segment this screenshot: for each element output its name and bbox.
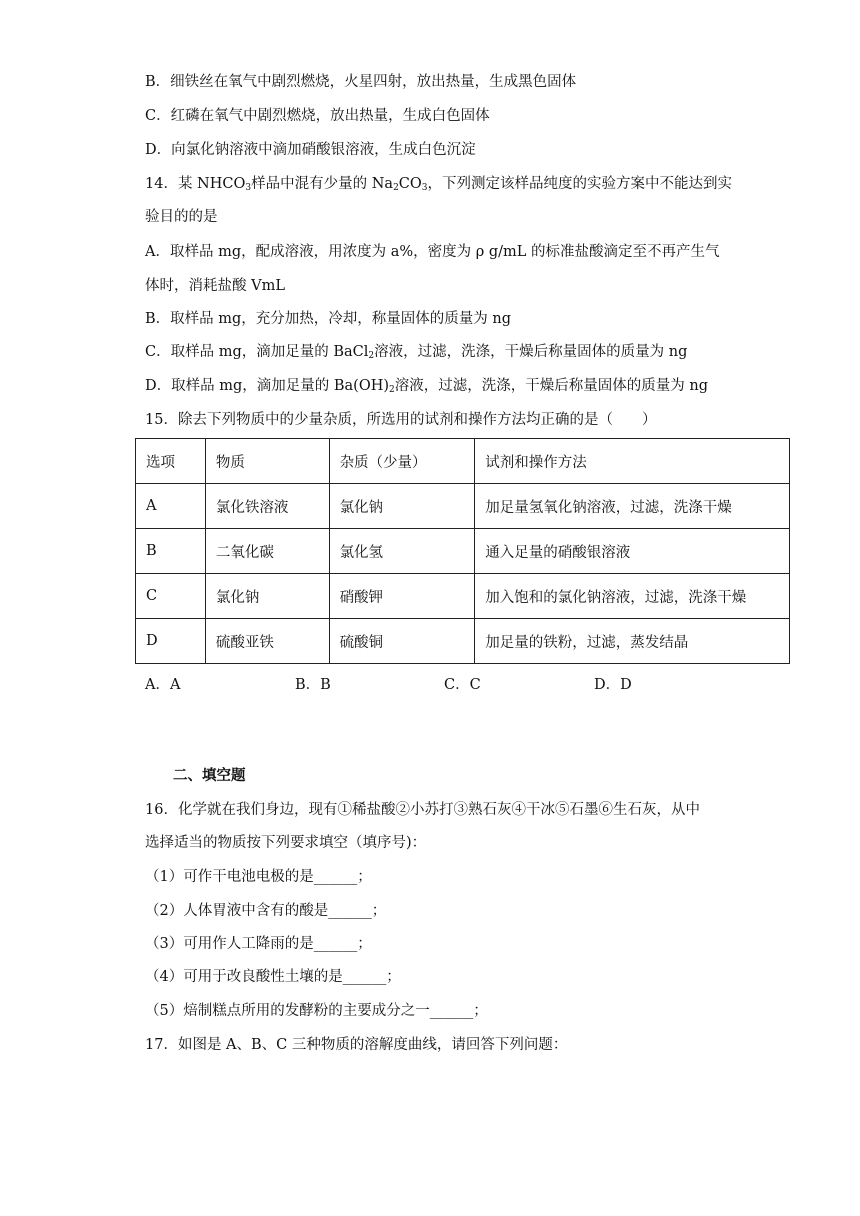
q14-option-d-post: 溶液，过滤，洗涤，干燥后称量固体的质量为 ng bbox=[394, 378, 708, 394]
table-cell: C bbox=[136, 574, 206, 619]
table-cell: B bbox=[136, 529, 206, 574]
q14-option-b: B．取样品 mg，充分加热，冷却，称量固体的质量为 ng bbox=[145, 311, 512, 327]
q13-option-d: D．向氯化钠溶液中滴加硝酸银溶液，生成白色沉淀 bbox=[145, 142, 476, 158]
q17-stem: 17．如图是 A、B、C 三种物质的溶解度曲线，请回答下列问题： bbox=[145, 1037, 568, 1053]
q14-option-d-pre: D．取样品 mg，滴加足量的 Ba(OH) bbox=[145, 378, 390, 394]
q13-option-c: C．红磷在氧气中剧烈燃烧，放出热量，生成白色固体 bbox=[145, 108, 490, 124]
q14-stem-sub1: 3 bbox=[245, 183, 252, 193]
q14-option-c-post: 溶液，过滤，洗涤，干燥后称量固体的质量为 ng bbox=[374, 344, 688, 360]
table-cell: 硫酸铜 bbox=[329, 619, 475, 664]
q14-option-d-sub: 2 bbox=[389, 385, 395, 395]
table-header-cell: 试剂和操作方法 bbox=[475, 439, 790, 484]
section-heading: 二、填空题 bbox=[173, 767, 246, 784]
table-cell: D bbox=[136, 619, 206, 664]
table-header-cell: 选项 bbox=[136, 439, 206, 484]
table-row bbox=[136, 529, 790, 574]
table-row bbox=[136, 619, 790, 664]
q14-option-a-line1: A．取样品 mg，配成溶液，用浓度为 a%，密度为 ρ g/mL 的标准盐酸滴定至不再产生气 bbox=[145, 244, 720, 260]
q16-item-2: （2）人体胃液中含有的酸是______； bbox=[145, 903, 387, 919]
q14-stem-sub3: 3 bbox=[421, 183, 428, 193]
table-cell: 氯化铁溶液 bbox=[205, 484, 329, 529]
table-cell: 加入饱和的氯化钠溶液，过滤，洗涤干燥 bbox=[475, 574, 790, 619]
q14-stem-line2: 验目的的是 bbox=[145, 209, 218, 225]
table-cell: 通入足量的硝酸银溶液 bbox=[475, 529, 790, 574]
table-header-cell: 物质 bbox=[205, 439, 329, 484]
q14-stem-mid: 样品中混有少量的 Na bbox=[251, 176, 394, 192]
q15-answer-b: B．B bbox=[295, 677, 331, 693]
table-cell: 加足量氢氧化钠溶液，过滤，洗涤干燥 bbox=[475, 484, 790, 529]
q16-item-3: （3）可用作人工降雨的是______； bbox=[145, 936, 372, 952]
table-cell: 二氧化碳 bbox=[205, 529, 329, 574]
q16-item-5: （5）焙制糕点所用的发酵粉的主要成分之一______； bbox=[145, 1003, 488, 1019]
table-cell: 加足量的铁粉，过滤，蒸发结晶 bbox=[475, 619, 790, 664]
q15-table bbox=[135, 438, 790, 664]
q14-option-c bbox=[145, 342, 687, 362]
q14-stem-sub2: 2 bbox=[393, 183, 399, 193]
q16-stem-line2: 选择适当的物质按下列要求填空（填序号)： bbox=[145, 835, 427, 851]
table-cell: A bbox=[136, 484, 206, 529]
q14-option-c-pre: C．取样品 mg，滴加足量的 BaCl bbox=[145, 344, 369, 360]
table-row bbox=[136, 574, 790, 619]
q15-answer-a: A．A bbox=[145, 677, 181, 693]
q14-stem-suffix: ，下列测定该样品纯度的实验方案中不能达到实 bbox=[427, 176, 733, 192]
q14-stem-mid2: CO bbox=[398, 176, 422, 192]
table-row bbox=[136, 484, 790, 529]
table-cell: 氯化钠 bbox=[205, 574, 329, 619]
q14-option-c-sub: 2 bbox=[368, 351, 375, 361]
q13-option-b: B．细铁丝在氧气中剧烈燃烧，火星四射，放出热量，生成黑色固体 bbox=[145, 74, 577, 90]
q16-item-1: （1）可作干电池电极的是______； bbox=[145, 869, 372, 885]
q16-item-4: （4）可用于改良酸性土壤的是______； bbox=[145, 969, 401, 985]
q14-stem-prefix: 14．某 NHCO bbox=[145, 176, 246, 192]
q15-answer-d: D．D bbox=[594, 677, 632, 693]
table-header-cell: 杂质（少量） bbox=[329, 439, 475, 484]
table-cell: 硫酸亚铁 bbox=[205, 619, 329, 664]
q14-option-d bbox=[145, 376, 708, 396]
q15-answer-c: C．C bbox=[444, 677, 481, 693]
q14-option-a-line2: 体时，消耗盐酸 VmL bbox=[145, 278, 285, 294]
table-header-row bbox=[136, 439, 790, 484]
q16-stem-line1: 16．化学就在我们身边，现有①稀盐酸②小苏打③熟石灰④干冰⑤石墨⑥生石灰，从中 bbox=[145, 802, 700, 818]
q14-stem bbox=[145, 174, 732, 194]
table-cell: 硝酸钾 bbox=[329, 574, 475, 619]
table-cell: 氯化氢 bbox=[329, 529, 475, 574]
q15-stem: 15．除去下列物质中的少量杂质，所选用的试剂和操作方法均正确的是（ ） bbox=[145, 412, 657, 428]
table-cell: 氯化钠 bbox=[329, 484, 475, 529]
